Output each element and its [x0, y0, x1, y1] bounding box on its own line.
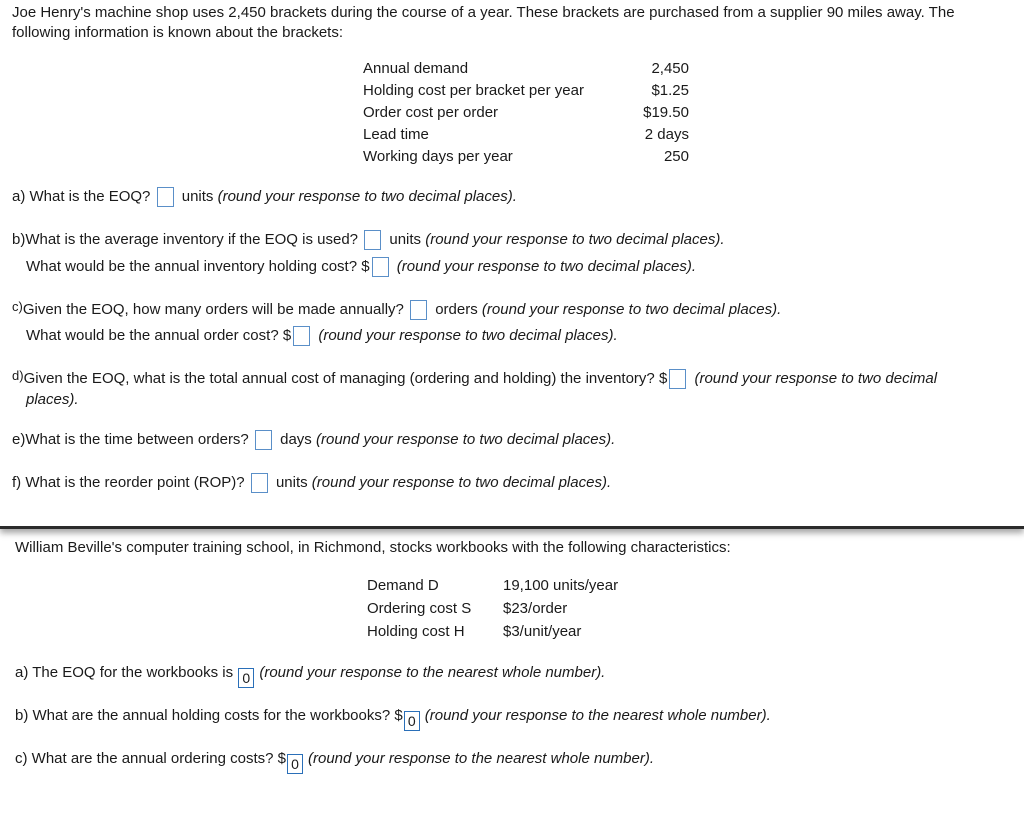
rounding-hint: (round your response to two decimal places). [311, 474, 612, 491]
rounding-hint: (round your response to two decimal places). [425, 231, 725, 248]
question-text: a) The EOQ for the workbooks is [15, 664, 234, 681]
table-value: $3/unit/year [503, 623, 582, 640]
unit-label: units [389, 231, 422, 248]
unit-label: units [275, 474, 308, 491]
table-row [363, 79, 689, 101]
table-row [367, 597, 618, 620]
rounding-hint: (round your response to two decimal [694, 370, 938, 387]
question-text: What would be the annual inventory holding cost? $ [26, 258, 370, 275]
unit-label: days [280, 431, 312, 448]
average-inventory-input[interactable] [364, 230, 381, 250]
rounding-hint: (round your response to two decimal places). [315, 431, 616, 448]
question-c2 [26, 326, 618, 346]
rounding-hint: (round your response to the nearest whole number). [259, 664, 606, 681]
table-row [367, 620, 618, 643]
table-value: 19,100 units/year [503, 577, 619, 594]
problem1-data-table [363, 57, 689, 167]
reorder-point-input[interactable] [251, 473, 268, 493]
rounding-hint: (round your response to two decimal places). [396, 258, 697, 275]
workbook-ordering-cost-input[interactable]: 0 [287, 754, 303, 774]
problem2-question-a [15, 664, 605, 688]
table-label: Holding cost per bracket per year [363, 81, 584, 99]
rounding-hint: (round your response to the nearest whole number). [424, 707, 771, 724]
unit-label: orders [435, 301, 478, 318]
question-text: Given the EOQ, how many orders will be made annually? [22, 301, 404, 318]
table-label: Holding cost H [367, 623, 465, 640]
question-prefix: d) [12, 368, 24, 383]
question-text: e)What is the time between orders? [12, 431, 249, 448]
table-row [363, 101, 689, 123]
problem2-question-b [15, 707, 771, 731]
table-value: 2,450 [651, 59, 689, 77]
table-row [367, 574, 618, 597]
question-text: b)What is the average inventory if the EOQ is used? [12, 231, 359, 248]
table-row [363, 145, 689, 167]
workbook-holding-cost-input[interactable]: 0 [404, 711, 420, 731]
workbook-eoq-input[interactable]: 0 [238, 668, 254, 688]
table-value: $1.25 [651, 81, 689, 99]
table-value: $23/order [503, 600, 568, 617]
eoq-input[interactable] [157, 187, 174, 207]
problem2-data-table [367, 574, 618, 643]
question-e [12, 430, 615, 450]
total-cost-input[interactable] [669, 369, 686, 389]
rounding-hint: (round your response to two decimal places). [217, 188, 517, 205]
question-text: b) What are the annual holding costs for the workbooks? $ [15, 707, 403, 724]
table-value: $19.50 [643, 103, 689, 121]
question-d [12, 368, 937, 389]
question-a [12, 187, 517, 207]
table-label: Working days per year [363, 147, 513, 165]
question-b1 [12, 230, 725, 250]
rounding-hint: (round your response to two decimal places). [318, 327, 618, 344]
question-c1 [12, 299, 781, 320]
question-text: c) What are the annual ordering costs? $ [15, 750, 286, 767]
time-between-orders-input[interactable] [255, 430, 272, 450]
table-label: Annual demand [363, 59, 469, 77]
question-text: What would be the annual order cost? $ [26, 327, 292, 344]
table-value: 250 [663, 147, 689, 165]
question-prefix: c) [12, 299, 23, 314]
holding-cost-input[interactable] [372, 257, 389, 277]
table-value: 2 days [644, 125, 689, 143]
unit-label: units [181, 188, 214, 205]
problem2-intro: William Beville's computer training school, in Richmond, stocks workbooks with the following characteristics: [15, 539, 731, 556]
table-label: Ordering cost S [367, 600, 472, 617]
rounding-hint: (round your response to two decimal places). [481, 301, 782, 318]
problem1-intro-line2: following information is known about the brackets: [12, 24, 344, 41]
question-text: a) What is the EOQ? [12, 188, 151, 205]
rounding-hint-continued: places). [26, 391, 79, 408]
problem1-intro-line1: Joe Henry's machine shop uses 2,450 brackets during the course of a year. These brackets are purchased from a supplier 90 miles away. The [12, 4, 955, 21]
question-f [12, 473, 611, 493]
problem2-question-c [15, 750, 654, 774]
order-cost-input[interactable] [293, 326, 310, 346]
question-text: f) What is the reorder point (ROP)? [12, 474, 245, 491]
rounding-hint: (round your response to the nearest whole number). [307, 750, 655, 767]
table-label: Demand D [367, 577, 439, 594]
table-label: Order cost per order [363, 103, 499, 121]
table-label: Lead time [363, 125, 429, 143]
question-b2 [26, 257, 696, 277]
table-row [363, 123, 689, 145]
question-text: Given the EOQ, what is the total annual cost of managing (ordering and holding) the inventory? $ [23, 370, 668, 387]
orders-per-year-input[interactable] [410, 300, 427, 320]
table-row [363, 57, 689, 79]
